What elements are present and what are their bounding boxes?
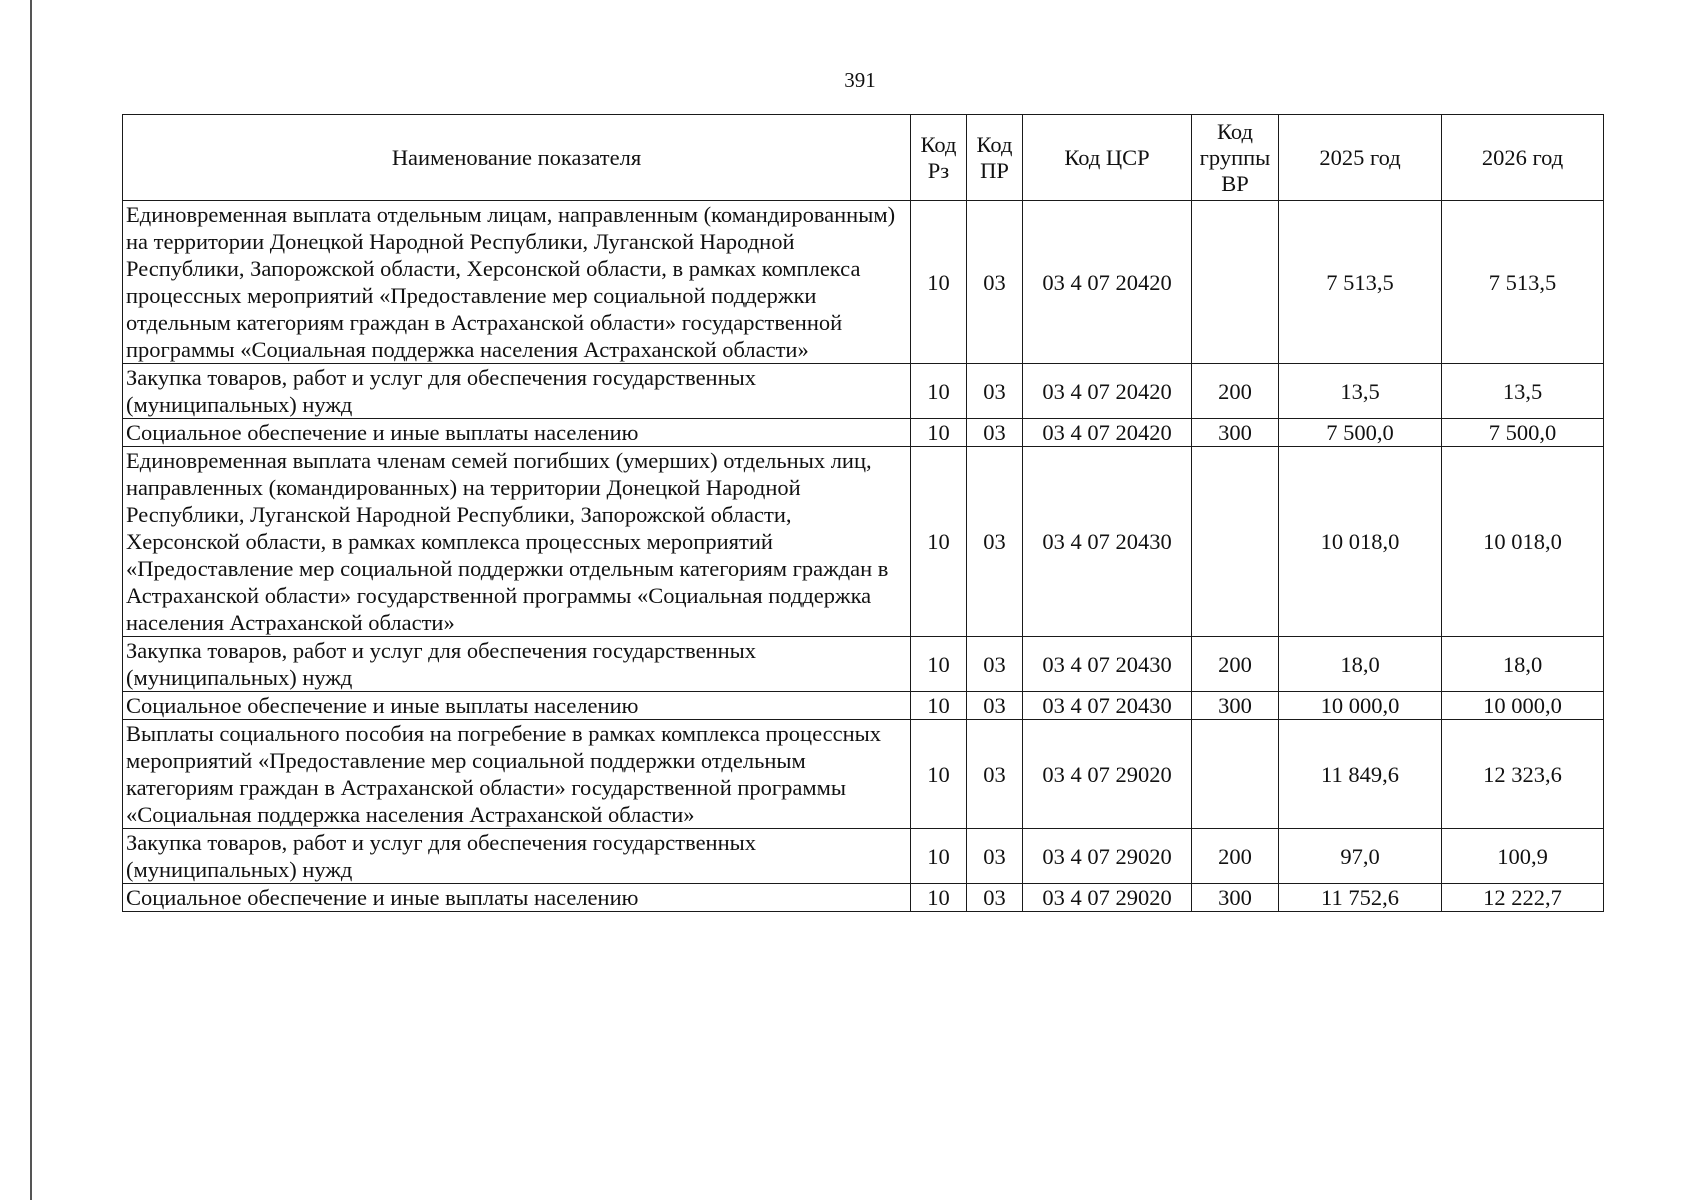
cell-vr bbox=[1192, 447, 1279, 637]
cell-2025: 11 849,6 bbox=[1279, 720, 1442, 829]
cell-rz: 10 bbox=[911, 419, 967, 447]
table-row bbox=[123, 884, 1604, 912]
cell-vr: 300 bbox=[1192, 419, 1279, 447]
cell-pr: 03 bbox=[967, 201, 1023, 364]
header-2026: 2026 год bbox=[1442, 115, 1604, 201]
scan-edge-line bbox=[30, 0, 32, 1200]
cell-csr: 03 4 07 20420 bbox=[1023, 201, 1192, 364]
table-row bbox=[123, 201, 1604, 364]
cell-csr: 03 4 07 29020 bbox=[1023, 720, 1192, 829]
table-row bbox=[123, 692, 1604, 720]
cell-name: Закупка товаров, работ и услуг для обеспечения государственных (муниципальных) нужд bbox=[123, 829, 911, 884]
cell-vr: 300 bbox=[1192, 692, 1279, 720]
cell-2026: 10 000,0 bbox=[1442, 692, 1604, 720]
cell-pr: 03 bbox=[967, 637, 1023, 692]
cell-pr: 03 bbox=[967, 364, 1023, 419]
cell-2026: 12 222,7 bbox=[1442, 884, 1604, 912]
header-rz: Код Рз bbox=[911, 115, 967, 201]
cell-2026: 13,5 bbox=[1442, 364, 1604, 419]
cell-name: Единовременная выплата отдельным лицам, направленным (командированным) на территории Донецкой Народной Республики, Луганской Народной Республики, Запорожской области, Херсонской области, в рамках комплекса процессных мероприятий «Предоставление мер социальной поддержки отдельным категориям граждан в Астраханской области» государственной программы «Социальная поддержка населения Астраханской области» bbox=[123, 201, 911, 364]
cell-vr: 300 bbox=[1192, 884, 1279, 912]
cell-pr: 03 bbox=[967, 829, 1023, 884]
table-row bbox=[123, 720, 1604, 829]
cell-name: Социальное обеспечение и иные выплаты населению bbox=[123, 419, 911, 447]
header-name: Наименование показателя bbox=[123, 115, 911, 201]
cell-rz: 10 bbox=[911, 884, 967, 912]
cell-rz: 10 bbox=[911, 829, 967, 884]
table-row bbox=[123, 447, 1604, 637]
cell-vr: 200 bbox=[1192, 829, 1279, 884]
cell-csr: 03 4 07 20430 bbox=[1023, 447, 1192, 637]
page-number: 391 bbox=[844, 68, 876, 92]
cell-pr: 03 bbox=[967, 720, 1023, 829]
cell-csr: 03 4 07 20420 bbox=[1023, 419, 1192, 447]
cell-name: Социальное обеспечение и иные выплаты населению bbox=[123, 884, 911, 912]
table-row bbox=[123, 637, 1604, 692]
cell-2025: 13,5 bbox=[1279, 364, 1442, 419]
cell-2025: 10 018,0 bbox=[1279, 447, 1442, 637]
cell-name: Закупка товаров, работ и услуг для обеспечения государственных (муниципальных) нужд bbox=[123, 637, 911, 692]
cell-2026: 100,9 bbox=[1442, 829, 1604, 884]
cell-vr bbox=[1192, 720, 1279, 829]
cell-vr bbox=[1192, 201, 1279, 364]
cell-rz: 10 bbox=[911, 692, 967, 720]
cell-name: Выплаты социального пособия на погребение в рамках комплекса процессных мероприятий «Предоставление мер социальной поддержки отдельным категориям граждан в Астраханской области» государственной программы «Социальная поддержка населения Астраханской области» bbox=[123, 720, 911, 829]
cell-pr: 03 bbox=[967, 419, 1023, 447]
header-2025: 2025 год bbox=[1279, 115, 1442, 201]
cell-rz: 10 bbox=[911, 720, 967, 829]
cell-rz: 10 bbox=[911, 447, 967, 637]
cell-pr: 03 bbox=[967, 447, 1023, 637]
cell-name: Единовременная выплата членам семей погибших (умерших) отдельных лиц, направленных (командированных) на территории Донецкой Народной Республики, Луганской Народной Республики, Запорожской области, Херсонской области, в рамках комплекса процессных мероприятий «Предоставление мер социальной поддержки отдельным категориям граждан в Астраханской области» государственной программы «Социальная поддержка населения Астраханской области» bbox=[123, 447, 911, 637]
cell-2026: 18,0 bbox=[1442, 637, 1604, 692]
header-vr: Код группы ВР bbox=[1192, 115, 1279, 201]
header-pr: Код ПР bbox=[967, 115, 1023, 201]
cell-rz: 10 bbox=[911, 637, 967, 692]
table-row bbox=[123, 829, 1604, 884]
cell-csr: 03 4 07 20430 bbox=[1023, 637, 1192, 692]
cell-rz: 10 bbox=[911, 364, 967, 419]
table-header-row bbox=[123, 115, 1604, 201]
cell-csr: 03 4 07 20420 bbox=[1023, 364, 1192, 419]
cell-csr: 03 4 07 29020 bbox=[1023, 829, 1192, 884]
table-row bbox=[123, 364, 1604, 419]
cell-vr: 200 bbox=[1192, 364, 1279, 419]
cell-name: Социальное обеспечение и иные выплаты населению bbox=[123, 692, 911, 720]
cell-pr: 03 bbox=[967, 884, 1023, 912]
table-row bbox=[123, 419, 1604, 447]
cell-2026: 12 323,6 bbox=[1442, 720, 1604, 829]
cell-2025: 11 752,6 bbox=[1279, 884, 1442, 912]
cell-2025: 10 000,0 bbox=[1279, 692, 1442, 720]
cell-vr: 200 bbox=[1192, 637, 1279, 692]
cell-2025: 7 513,5 bbox=[1279, 201, 1442, 364]
cell-csr: 03 4 07 20430 bbox=[1023, 692, 1192, 720]
cell-2026: 10 018,0 bbox=[1442, 447, 1604, 637]
cell-2026: 7 513,5 bbox=[1442, 201, 1604, 364]
cell-name: Закупка товаров, работ и услуг для обеспечения государственных (муниципальных) нужд bbox=[123, 364, 911, 419]
cell-2025: 7 500,0 bbox=[1279, 419, 1442, 447]
cell-2026: 7 500,0 bbox=[1442, 419, 1604, 447]
cell-pr: 03 bbox=[967, 692, 1023, 720]
cell-rz: 10 bbox=[911, 201, 967, 364]
cell-csr: 03 4 07 29020 bbox=[1023, 884, 1192, 912]
cell-2025: 97,0 bbox=[1279, 829, 1442, 884]
budget-table bbox=[122, 114, 1604, 912]
cell-2025: 18,0 bbox=[1279, 637, 1442, 692]
header-csr: Код ЦСР bbox=[1023, 115, 1192, 201]
